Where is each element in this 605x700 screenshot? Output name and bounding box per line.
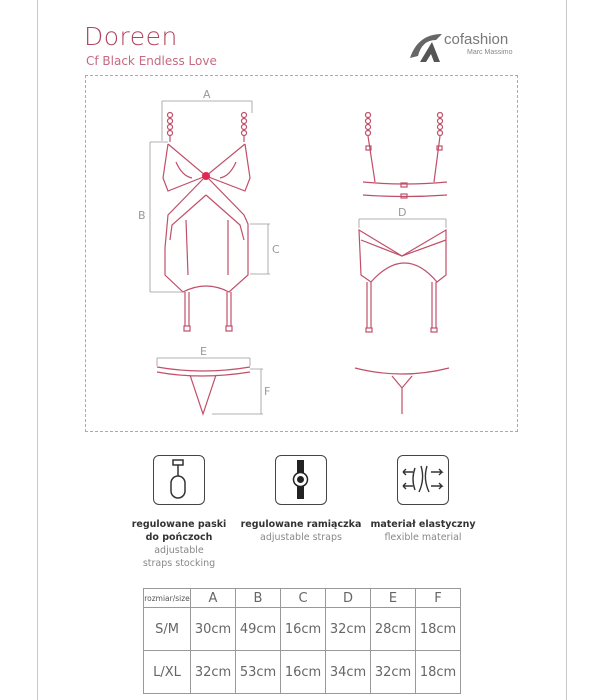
feature-label-pl: regulowane ramiączka [240,519,362,530]
feature-label-en: adjustable [154,545,204,556]
table-cell: 16cm [281,608,326,651]
dim-label-b: B [138,209,146,222]
table-cell: 30cm [191,608,236,651]
product-title: Doreen [84,22,178,51]
product-subtitle: Cf Black Endless Love [86,54,217,68]
size-table [143,588,461,694]
feature-flexible-material [348,518,498,544]
dim-label-c: C [272,243,280,256]
feature-label-pl: materiał elastyczny [370,519,476,530]
feature-label-en: adjustable straps [260,532,342,543]
strap-slider-icon [275,455,327,505]
table-cell: 32cm [371,651,416,694]
back-straps [366,113,443,183]
table-header-cell: E [371,589,416,608]
table-cell: 18cm [416,651,461,694]
feature-label-en: flexible material [384,532,462,543]
table-cell: 32cm [326,608,371,651]
dim-label-f: F [264,385,271,398]
stretch-arrows-icon [397,455,449,505]
table-cell: 32cm [191,651,236,694]
front-straps [168,113,247,143]
dim-label-a: A [203,88,211,101]
brand-subname: Marc Massimo [467,49,513,56]
table-header-cell: D [326,589,371,608]
table-cell: 28cm [371,608,416,651]
table-cell: 53cm [236,651,281,694]
table-header-cell: F [416,589,461,608]
table-cell: 49cm [236,608,281,651]
garter-clip-icon [153,455,205,505]
feature-label-pl: do pończoch [145,532,213,543]
table-cell: 34cm [326,651,371,694]
table-cell: 16cm [281,651,326,694]
size-cell: S/M [144,608,191,651]
table-header-cell: C [281,589,326,608]
feature-label-en: straps stocking [142,558,216,569]
table-header-cell: A [191,589,236,608]
brand-name: cofashion [444,31,509,48]
table-header-cell: B [236,589,281,608]
table-header-row [144,589,461,608]
table-cell: 18cm [416,608,461,651]
feature-label-pl: regulowane paski [131,519,227,530]
table-row [144,608,461,651]
size-cell: L/XL [144,651,191,694]
dim-label-e: E [200,345,207,358]
dim-label-d: D [398,206,407,219]
table-row [144,651,461,694]
bow-icon [202,172,210,180]
table-corner-cell: rozmiar/size [144,589,191,608]
